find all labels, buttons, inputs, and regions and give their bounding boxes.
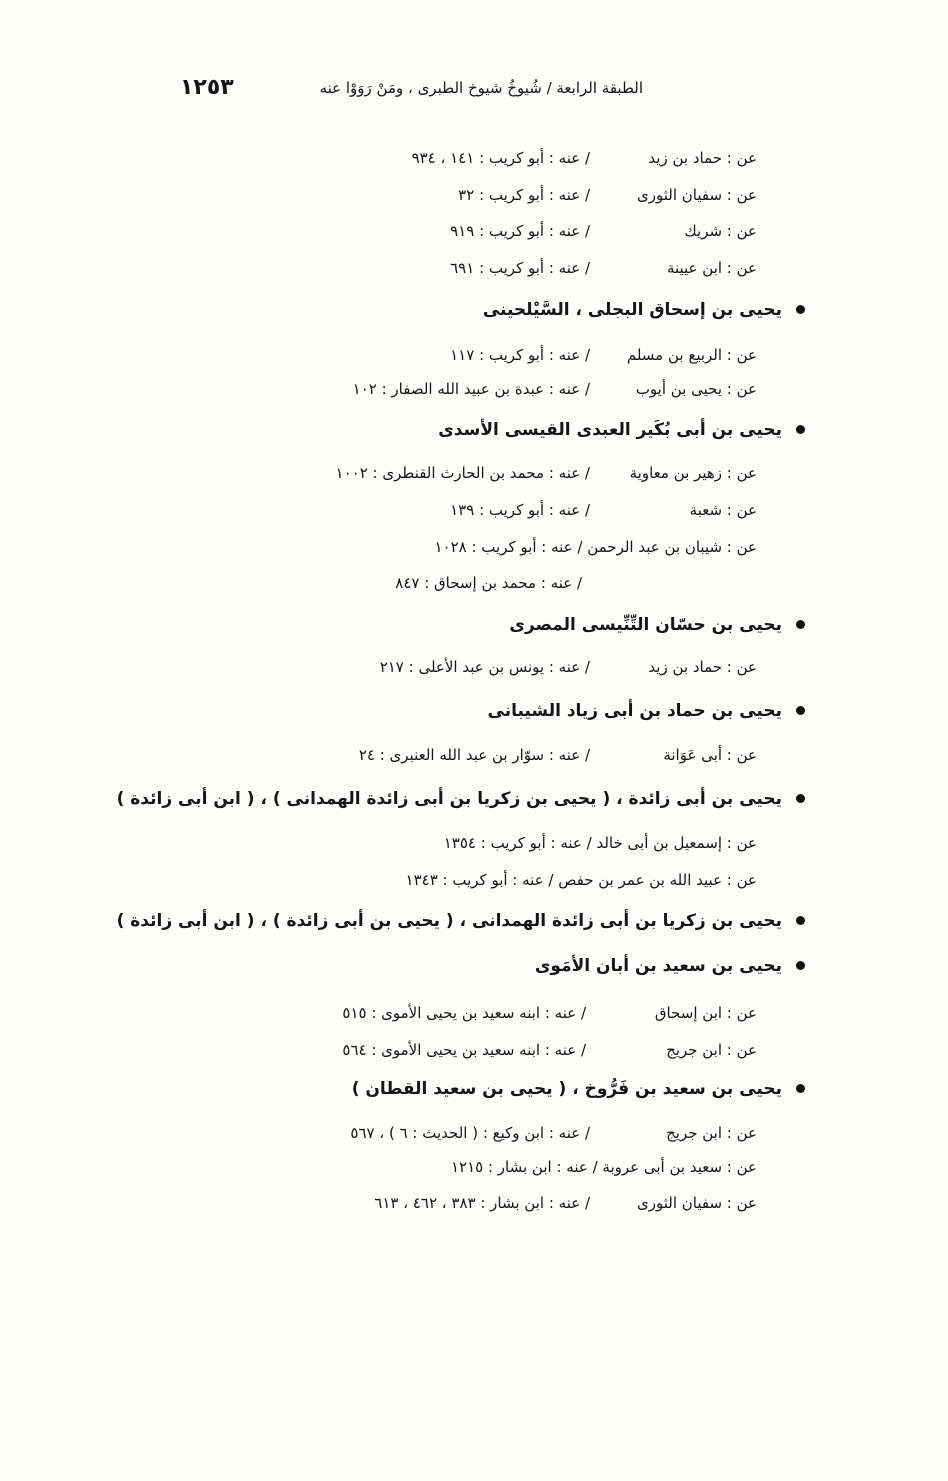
transmitter-reference: / عنه : أبو كريب : ١٠٢٨ xyxy=(434,538,583,556)
transmitter-reference: / عنه : أبو كريب : ١٣٩ xyxy=(450,501,590,519)
source-teacher: عن : سعيد بن أبى عروبة xyxy=(602,1158,757,1176)
transmitter-reference: / عنه : أبو كريب : ٦٩١ xyxy=(450,259,590,277)
narrator-name: يحيى بن أبى بُكَير العبدى القيسى الأسدى xyxy=(438,420,782,440)
narrator-name: يحيى بن حسّان التِّنِّيسى المصرى xyxy=(509,615,782,635)
source-teacher: عن : الربيع بن مسلم xyxy=(626,346,757,364)
transmission-line xyxy=(0,830,948,856)
transmitter-reference: / عنه : عبدة بن عبيد الله الصفار : ١٠٢ xyxy=(352,380,590,398)
transmission-line xyxy=(0,1154,948,1180)
source-teacher: عن : أبى عَوَانة xyxy=(663,746,757,764)
transmitter-reference: / عنه : أبو كريب : ١١٧ xyxy=(450,346,590,364)
bullet-icon xyxy=(796,620,805,629)
source-teacher: عن : ابن جريج xyxy=(666,1041,757,1059)
bullet-icon xyxy=(796,916,805,925)
transmission-line xyxy=(0,1120,948,1146)
narrator-name: يحيى بن أبى زائدة ، ( يحيى بن زكريا بن أبى زائدة الهمدانى ) ، ( ابن أبى زائدة ) xyxy=(116,789,782,809)
source-teacher: عن : ابن عيينة xyxy=(666,259,757,277)
transmission-line xyxy=(0,460,948,486)
narrator-entry-heading xyxy=(0,698,948,724)
transmitter-reference: / عنه : محمد بن الحارث القنطرى : ١٠٠٢ xyxy=(335,464,590,482)
transmission-line xyxy=(0,376,948,402)
source-teacher: عن : عبيد الله بن عمر بن حفص xyxy=(558,871,757,889)
source-teacher: عن : إسمعيل بن أبى خالد xyxy=(596,834,757,852)
transmission-line xyxy=(0,742,948,768)
transmitter-reference: / عنه : أبو كريب : ٩١٩ xyxy=(450,222,590,240)
bullet-icon xyxy=(796,794,805,803)
narrator-name: يحيى بن إسحاق البجلى ، السَّيْلحينى xyxy=(482,300,782,320)
source-teacher: عن : ابن إسحاق xyxy=(654,1004,757,1022)
running-header xyxy=(0,75,948,101)
transmitter-reference: / عنه : أبو كريب : ١٣٥٤ xyxy=(443,834,592,852)
transmission-line xyxy=(0,218,948,244)
transmitter-reference: / عنه : ابنه سعيد بن يحيى الأموى : ٥٦٤ xyxy=(342,1041,586,1059)
narrator-entry-heading xyxy=(0,908,948,934)
transmitter-reference: / عنه : أبو كريب : ٣٢ xyxy=(458,186,590,204)
source-teacher: عن : سفيان الثورى xyxy=(637,186,757,204)
transmission-line xyxy=(0,534,948,560)
transmitter-reference: / عنه : ابن وكيع : ( الحديث : ٦ ) ، ٥٦٧ xyxy=(350,1124,590,1142)
transmission-line xyxy=(0,570,948,596)
narrator-entry-heading xyxy=(0,612,948,638)
transmission-text xyxy=(451,1154,757,1180)
source-teacher: عن : شريك xyxy=(684,222,757,240)
narrator-name: يحيى بن سعيد بن فَرُّوخ ، ( يحيى بن سعيد القطان ) xyxy=(351,1079,782,1099)
narrator-entry-heading xyxy=(0,786,948,812)
transmission-line xyxy=(0,145,948,171)
transmitter-reference: / عنه : ابن بشار : ١٢١٥ xyxy=(450,1158,598,1176)
narrator-entry-heading xyxy=(0,297,948,323)
transmission-line xyxy=(0,1000,948,1026)
transmitter-reference: / عنه : ابنه سعيد بن يحيى الأموى : ٥١٥ xyxy=(342,1004,586,1022)
narrator-name: يحيى بن زكريا بن أبى زائدة الهمدانى ، ( يحيى بن أبى زائدة ) ، ( ابن أبى زائدة ) xyxy=(116,911,782,931)
transmitter-reference: / عنه : سوّار بن عبد الله العنبرى : ٢٤ xyxy=(358,746,590,764)
bullet-icon xyxy=(796,1084,805,1093)
transmission-line xyxy=(0,654,948,680)
running-header-title: الطبقة الرابعة / شُيوخُ شيوخ الطبرى ، ومَنْ رَوَوْا عنه xyxy=(319,79,643,97)
transmission-line xyxy=(0,342,948,368)
bullet-icon xyxy=(796,706,805,715)
source-teacher: عن : سفيان الثورى xyxy=(637,1194,757,1212)
transmission-text xyxy=(406,867,757,893)
narrator-entry-heading xyxy=(0,953,948,979)
narrator-name: يحيى بن سعيد بن أبان الأمَوى xyxy=(534,956,782,976)
transmission-text xyxy=(444,830,757,856)
transmission-line xyxy=(0,1190,948,1216)
bullet-icon xyxy=(796,305,805,314)
source-teacher: عن : يحيى بن أيوب xyxy=(635,380,757,398)
transmission-line xyxy=(0,867,948,893)
transmission-line xyxy=(0,1037,948,1063)
source-teacher: عن : حماد بن زيد xyxy=(648,658,757,676)
narrator-entry-heading xyxy=(0,417,948,443)
transmission-line xyxy=(0,497,948,523)
source-teacher: عن : ابن جريج xyxy=(666,1124,757,1142)
bullet-icon xyxy=(796,425,805,434)
transmission-line xyxy=(0,255,948,281)
transmission-line xyxy=(0,182,948,208)
transmitter-reference: / عنه : يونس بن عبد الأعلى : ٢١٧ xyxy=(379,658,590,676)
source-teacher: عن : شيبان بن عبد الرحمن xyxy=(587,538,757,556)
transmitter-reference: / عنه : أبو كريب : ١٣٤٣ xyxy=(405,871,554,889)
page-number: ١٢٥٣ xyxy=(180,75,234,100)
transmitter-reference: / عنه : محمد بن إسحاق : ٨٤٧ xyxy=(395,574,582,592)
transmission-text xyxy=(434,534,757,560)
source-teacher: عن : حماد بن زيد xyxy=(648,149,757,167)
narrator-name: يحيى بن حماد بن أبى زياد الشيبانى xyxy=(487,701,782,721)
bullet-icon xyxy=(796,961,805,970)
transmitter-reference: / عنه : أبو كريب : ١٤١ ، ٩٣٤ xyxy=(411,149,590,167)
transmitter-reference: / عنه : ابن بشار : ٣٨٣ ، ٤٦٢ ، ٦١٣ xyxy=(374,1194,590,1212)
source-teacher: عن : زهير بن معاوية xyxy=(629,464,757,482)
narrator-entry-heading xyxy=(0,1076,948,1102)
source-teacher: عن : شعبة xyxy=(689,501,757,519)
